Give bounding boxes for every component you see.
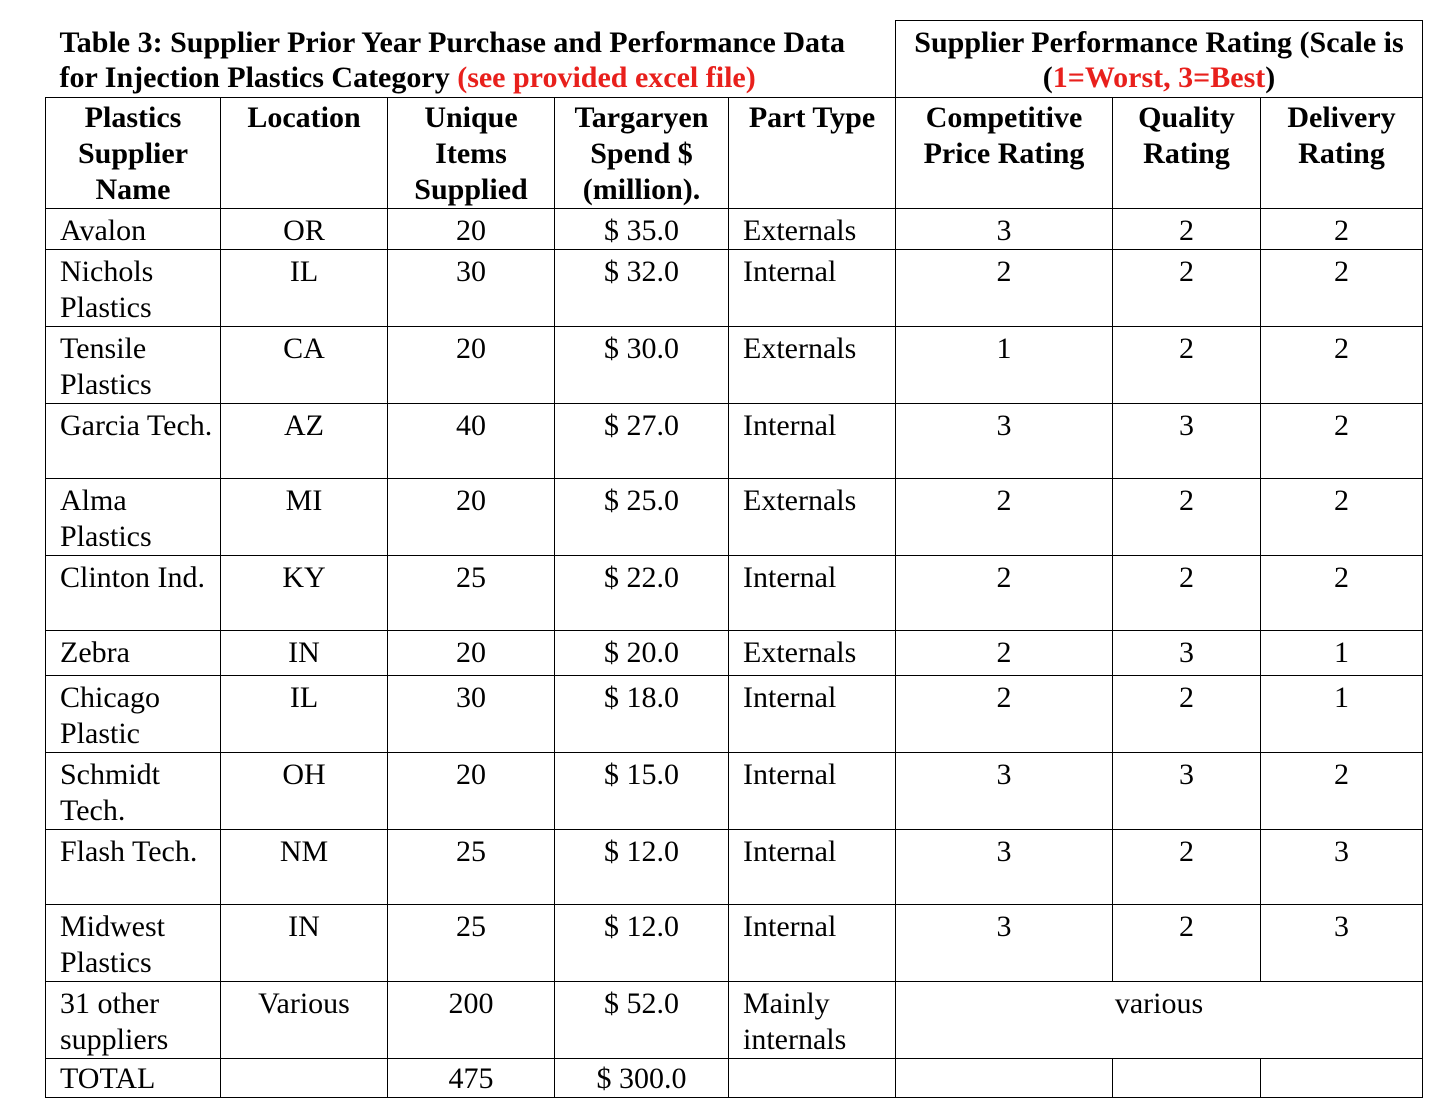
caption-title: Table 3: Supplier Prior Year Purchase and Performance Data for Injection Plastics Category [59, 25, 846, 94]
unique-items: 25 [388, 905, 555, 982]
table-row [46, 479, 1423, 556]
quality-rating: 3 [1113, 631, 1261, 676]
spend: $ 15.0 [555, 753, 729, 830]
part-type: Externals [729, 327, 896, 404]
supplier-name: Midwest Plastics [46, 905, 221, 982]
table-row [46, 676, 1423, 753]
spend: $ 25.0 [555, 479, 729, 556]
location: OR [221, 209, 388, 250]
supplier-name: Garcia Tech. [46, 404, 221, 479]
supplier-name: Flash Tech. [46, 830, 221, 905]
unique-items: 200 [388, 982, 555, 1059]
location: KY [221, 556, 388, 631]
price-rating: 3 [896, 905, 1113, 982]
delivery-rating: 2 [1261, 404, 1423, 479]
price-rating: 3 [896, 209, 1113, 250]
empty-cell [1113, 1059, 1261, 1098]
supplier-name: Alma Plastics [46, 479, 221, 556]
delivery-rating: 2 [1261, 250, 1423, 327]
quality-rating: 2 [1113, 250, 1261, 327]
total-spend: $ 300.0 [555, 1059, 729, 1098]
part-type: Internal [729, 830, 896, 905]
column-header-row [46, 98, 1423, 209]
supplier-name: Chicago Plastic [46, 676, 221, 753]
unique-items: 30 [388, 250, 555, 327]
quality-rating: 2 [1113, 209, 1261, 250]
table-row [46, 250, 1423, 327]
unique-items: 20 [388, 631, 555, 676]
table-row [46, 830, 1423, 905]
table-caption [46, 21, 896, 98]
table-row [46, 631, 1423, 676]
col-header-items: Unique Items Supplied [388, 98, 555, 209]
price-rating: 3 [896, 753, 1113, 830]
spend: $ 52.0 [555, 982, 729, 1059]
part-type: Internal [729, 250, 896, 327]
delivery-rating: 1 [1261, 676, 1423, 753]
supplier-name: Avalon [46, 209, 221, 250]
ratings-various: various [896, 982, 1423, 1059]
empty-cell [729, 1059, 896, 1098]
col-header-delivery-rating: Delivery Rating [1261, 98, 1423, 209]
spend: $ 18.0 [555, 676, 729, 753]
spend: $ 20.0 [555, 631, 729, 676]
col-header-price-rating: Competitive Price Rating [896, 98, 1113, 209]
delivery-rating: 3 [1261, 830, 1423, 905]
delivery-rating: 2 [1261, 556, 1423, 631]
unique-items: 20 [388, 479, 555, 556]
spend: $ 12.0 [555, 830, 729, 905]
price-rating: 3 [896, 404, 1113, 479]
supplier-name: 31 other suppliers [46, 982, 221, 1059]
spend: $ 27.0 [555, 404, 729, 479]
part-type: Externals [729, 209, 896, 250]
performance-rating-header [896, 21, 1423, 98]
quality-rating: 2 [1113, 830, 1261, 905]
spend: $ 22.0 [555, 556, 729, 631]
location: NM [221, 830, 388, 905]
price-rating: 2 [896, 676, 1113, 753]
price-rating: 2 [896, 479, 1113, 556]
table-row [46, 209, 1423, 250]
empty-cell [1261, 1059, 1423, 1098]
price-rating: 1 [896, 327, 1113, 404]
delivery-rating: 2 [1261, 209, 1423, 250]
delivery-rating: 2 [1261, 479, 1423, 556]
part-type: Mainly internals [729, 982, 896, 1059]
quality-rating: 2 [1113, 676, 1261, 753]
delivery-rating: 2 [1261, 753, 1423, 830]
perf-title-a: Supplier Performance Rating (Scale is ( [914, 26, 1404, 94]
perf-title-b: ) [1265, 61, 1276, 94]
supplier-name: Tensile Plastics [46, 327, 221, 404]
col-header-spend: Targaryen Spend $ (million). [555, 98, 729, 209]
quality-rating: 3 [1113, 404, 1261, 479]
price-rating: 2 [896, 556, 1113, 631]
total-items: 475 [388, 1059, 555, 1098]
unique-items: 20 [388, 753, 555, 830]
spend: $ 32.0 [555, 250, 729, 327]
supplier-table [45, 20, 1423, 1098]
table-row [46, 556, 1423, 631]
supplier-name: Schmidt Tech. [46, 753, 221, 830]
location: IN [221, 631, 388, 676]
table-row [46, 327, 1423, 404]
caption-row [46, 21, 1423, 98]
unique-items: 30 [388, 676, 555, 753]
price-rating: 2 [896, 631, 1113, 676]
caption-note: (see provided excel file) [457, 60, 756, 94]
col-header-part-type: Part Type [729, 98, 896, 209]
location: MI [221, 479, 388, 556]
spend: $ 35.0 [555, 209, 729, 250]
table-row [46, 905, 1423, 982]
part-type: Internal [729, 676, 896, 753]
location: IN [221, 905, 388, 982]
quality-rating: 2 [1113, 479, 1261, 556]
supplier-name: Clinton Ind. [46, 556, 221, 631]
unique-items: 20 [388, 327, 555, 404]
col-header-supplier: Plastics Supplier Name [46, 98, 221, 209]
spend: $ 12.0 [555, 905, 729, 982]
location: CA [221, 327, 388, 404]
quality-rating: 3 [1113, 753, 1261, 830]
price-rating: 3 [896, 830, 1113, 905]
spend: $ 30.0 [555, 327, 729, 404]
total-row [46, 1059, 1423, 1098]
total-label: TOTAL [46, 1059, 221, 1098]
perf-scale: 1=Worst, 3=Best [1052, 61, 1266, 94]
quality-rating: 2 [1113, 905, 1261, 982]
delivery-rating: 1 [1261, 631, 1423, 676]
location: AZ [221, 404, 388, 479]
location: IL [221, 250, 388, 327]
location: Various [221, 982, 388, 1059]
quality-rating: 2 [1113, 556, 1261, 631]
part-type: Internal [729, 753, 896, 830]
table-row [46, 753, 1423, 830]
unique-items: 40 [388, 404, 555, 479]
part-type: Internal [729, 404, 896, 479]
supplier-table-container [45, 20, 1422, 1098]
unique-items: 25 [388, 556, 555, 631]
part-type: Internal [729, 905, 896, 982]
price-rating: 2 [896, 250, 1113, 327]
empty-cell [896, 1059, 1113, 1098]
location: IL [221, 676, 388, 753]
part-type: Externals [729, 631, 896, 676]
empty-cell [221, 1059, 388, 1098]
table-row [46, 404, 1423, 479]
unique-items: 20 [388, 209, 555, 250]
quality-rating: 2 [1113, 327, 1261, 404]
col-header-location: Location [221, 98, 388, 209]
supplier-name: Nichols Plastics [46, 250, 221, 327]
unique-items: 25 [388, 830, 555, 905]
part-type: Externals [729, 479, 896, 556]
supplier-name: Zebra [46, 631, 221, 676]
table-row-other-suppliers [46, 982, 1423, 1059]
col-header-quality-rating: Quality Rating [1113, 98, 1261, 209]
location: OH [221, 753, 388, 830]
part-type: Internal [729, 556, 896, 631]
delivery-rating: 2 [1261, 327, 1423, 404]
delivery-rating: 3 [1261, 905, 1423, 982]
